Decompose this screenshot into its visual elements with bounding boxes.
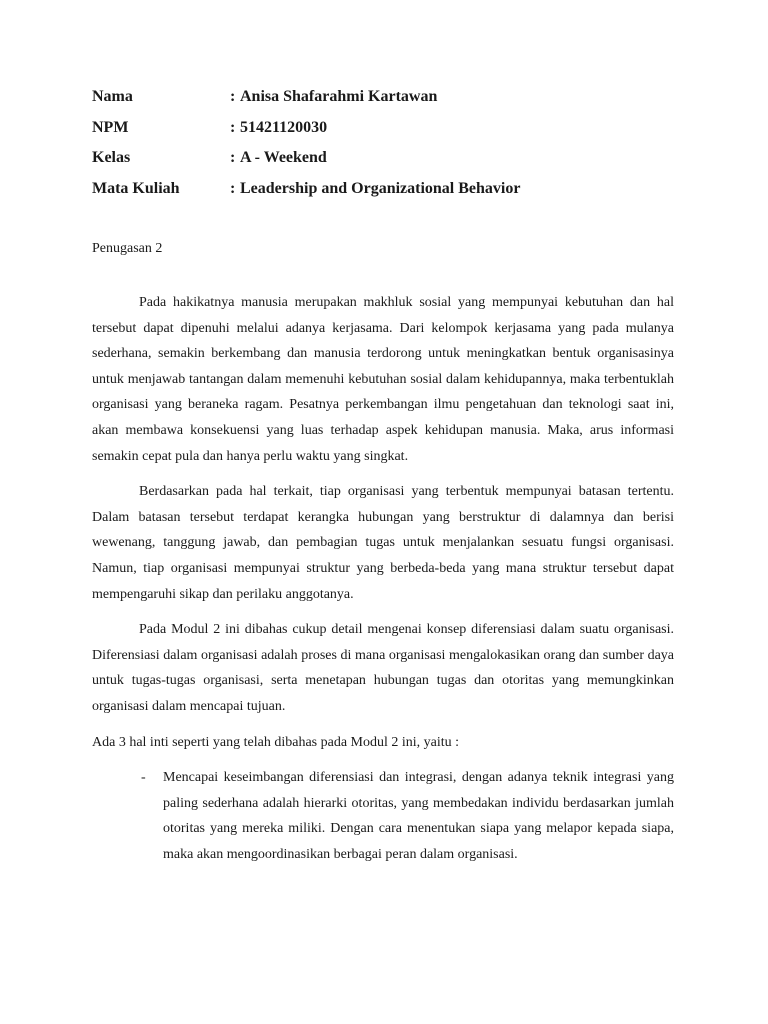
bullet-list [92,765,674,867]
header-value: A - Weekend [240,149,327,166]
header-separator: : [230,179,236,197]
header-value: 51421120030 [240,118,328,136]
header-separator: : [230,149,236,166]
header-separator: : [230,88,236,105]
paragraph: Pada Modul 2 ini dibahas cukup detail mengenai konsep diferensiasi dalam suatu organisasi. Diferensiasi dalam organisasi adalah proses di mana organisasi mengalokasikan orang dan sumber daya untuk tugas-tugas organisasi, serta menetapan hubungan tugas dan otoritas yang memungkinkan organisasi dalam mencapai tujuan. [92,622,674,714]
header-row-npm [92,117,692,148]
list-item [92,765,674,867]
header-value: Leadership and Organizational Behavior [240,179,521,197]
bullet-marker: - [141,770,146,786]
header-separator: : [230,118,236,136]
header-label: NPM [92,118,129,136]
list-intro: Ada 3 hal inti seperti yang telah dibahas pada Modul 2 ini, yaitu : [92,734,460,750]
section-title: Penugasan 2 [92,241,163,256]
header-label: Mata Kuliah [92,179,180,197]
identity-header [92,86,692,208]
header-label: Nama [92,88,133,105]
header-label: Kelas [92,149,131,166]
body-text [92,290,674,867]
paragraph: Berdasarkan pada hal terkait, tiap organisasi yang terbentuk mempunyai batasan tertentu. Dalam batasan tersebut terdapat kerangka hubungan yang berstruktur di dalamnya dan berisi wewenang, tanggung jawab, dan pembagian tugas untuk menjalankan sesuatu fungsi organisasi. Namun, tiap organisasi mempunyai struktur yang berbeda-beda yang mana struktur tersebut dapat mempengaruhi sikap dan perilaku anggotanya. [92,484,674,602]
header-value: Anisa Shafarahmi Kartawan [240,88,438,105]
bullet-text: Mencapai keseimbangan diferensiasi dan integrasi, dengan adanya teknik integrasi yang paling sederhana adalah hierarki otoritas, yang membedakan individu berdasarkan jumlah otoritas yang mereka miliki. Dengan cara menentukan siapa yang melapor kepada siapa, maka akan mengoordinasikan berbagai peran dalam organisasi. [163,770,674,862]
header-row-nama [92,86,692,117]
header-row-kelas [92,147,692,178]
header-row-mata-kuliah [92,178,692,209]
paragraph: Pada hakikatnya manusia merupakan makhluk sosial yang mempunyai kebutuhan dan hal tersebut dapat dipenuhi melalui adanya kerjasama. Dari kelompok kerjasama yang pada mulanya sederhana, semakin berkembang dan manusia terdorong untuk meningkatkan bentuk organisasinya untuk menjawab tantangan dalam memenuhi kebutuhan sosial dalam kehidupannya, maka terbentuklah organisasi yang beraneka ragam. Pesatnya perkembangan ilmu pengetahuan dan teknologi saat ini, akan membawa konsekuensi yang luas terhadap aspek kehidupan manusia. Maka, arus informasi semakin cepat pula dan hanya perlu waktu yang singkat. [92,295,674,464]
